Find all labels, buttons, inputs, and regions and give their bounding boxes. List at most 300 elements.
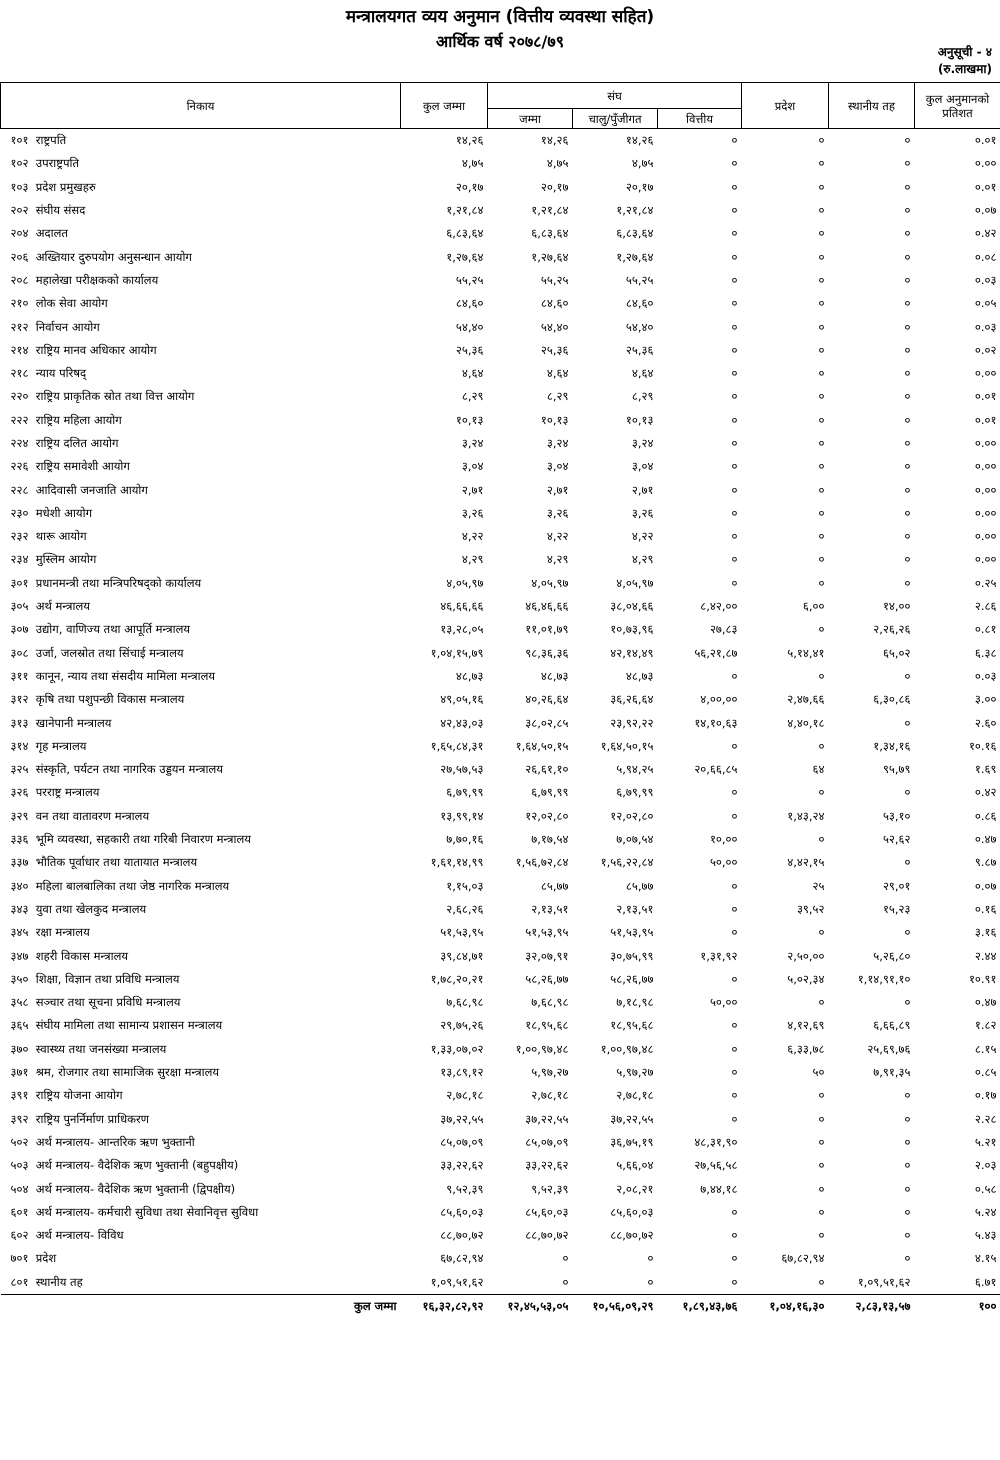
value-cell: २५,३६ — [455, 342, 484, 357]
value-cell: ४,६४ — [631, 366, 654, 381]
value-cell: ० — [904, 366, 911, 381]
body-code: ५०४ — [10, 1181, 29, 1196]
body-cell — [1, 805, 401, 828]
value-cell: ३,२४ — [461, 436, 484, 450]
body-cell — [1, 292, 401, 315]
value-cell: ०.०१ — [974, 389, 997, 404]
body-code: २०६ — [10, 249, 29, 264]
value-cell: ४,००,०० — [700, 692, 738, 707]
value-cell: ६,८३,६४ — [616, 226, 654, 241]
total-cell: १६,३२,८२,९२ — [422, 1299, 484, 1314]
value-cell: १,६४,५०,१५ — [515, 738, 569, 753]
value-cell: १०.१६ — [968, 738, 997, 753]
value-cell: ० — [818, 668, 825, 683]
table-row — [1, 665, 1000, 688]
body-code: १०१ — [10, 133, 29, 148]
body-name: संस्कृति, पर्यटन तथा नागरिक उड्डयन मन्त्रालय — [35, 762, 223, 777]
value-cell: ०.०० — [974, 459, 997, 474]
body-name: श्रम, रोजगार तथा सामाजिक सुरक्षा मन्त्रालय — [35, 1065, 220, 1080]
value-cell: ५८,२६,७७ — [525, 971, 569, 986]
value-cell: ५५,२५ — [625, 272, 654, 287]
value-cell: २९,०१ — [882, 878, 911, 893]
value-cell: ० — [731, 529, 738, 544]
value-cell: ५,९७,२७ — [531, 1065, 569, 1080]
body-name: महिला बालबालिका तथा जेष्ठ नागरिक मन्त्रालय — [35, 878, 230, 893]
value-cell: ४६,६६,६६ — [440, 599, 484, 614]
value-cell: २५,६९,७६ — [867, 1041, 911, 1056]
value-cell: ४,७५ — [631, 156, 654, 171]
value-cell: १,०४,१५,७९ — [430, 645, 484, 660]
value-cell: ३,२६ — [546, 505, 569, 520]
value-cell: १४,०० — [882, 599, 911, 614]
table-row — [1, 828, 1000, 851]
body-name: मुस्लिम आयोग — [35, 552, 97, 567]
table-row — [1, 199, 1000, 222]
value-cell: ० — [818, 203, 825, 218]
value-cell: ० — [818, 436, 825, 450]
body-name: कानून, न्याय तथा संसदीय मामिला मन्त्रालय — [35, 668, 216, 683]
body-cell — [1, 711, 401, 734]
value-cell: १,३१,९२ — [700, 948, 738, 963]
value-cell: ०.८१ — [974, 622, 997, 637]
value-cell: ३३,२२,६२ — [440, 1158, 484, 1173]
value-cell: ६,७९,९९ — [446, 785, 484, 800]
body-code: ३१३ — [10, 715, 29, 730]
value-cell: ० — [904, 575, 911, 590]
body-cell — [1, 1201, 401, 1224]
value-cell: ८५,०७,०९ — [440, 1134, 484, 1149]
value-cell: ० — [731, 319, 738, 334]
value-cell: ६.७१ — [915, 1271, 1000, 1295]
value-cell: ३८,०४,६६ — [610, 599, 654, 614]
value-cell: ० — [731, 436, 738, 450]
value-cell: ८४,६० — [625, 296, 654, 311]
value-cell: ० — [818, 412, 825, 427]
body-cell — [1, 1224, 401, 1247]
value-cell: ० — [818, 622, 825, 637]
value-cell: २,१३,५१ — [531, 901, 569, 916]
value-cell: ६,३३,७८ — [787, 1041, 825, 1056]
body-code: २०४ — [10, 226, 29, 241]
table-row — [1, 595, 1000, 618]
value-cell: ४,०५,९७ — [446, 575, 484, 590]
value-cell: ३२,०७,९१ — [525, 948, 569, 963]
table-row — [1, 362, 1000, 385]
value-cell: ० — [904, 1204, 911, 1219]
value-cell: ० — [818, 785, 825, 800]
col-recurrent-capital: चालु/पुँजीगत — [573, 109, 658, 129]
value-cell: ४,०५,९७ — [616, 575, 654, 590]
value-cell: २५,३६ — [625, 342, 654, 357]
body-cell — [1, 1247, 401, 1270]
body-cell — [1, 991, 401, 1014]
body-cell — [1, 898, 401, 921]
total-cell: २,८३,१३,५७ — [855, 1299, 911, 1314]
body-code: २३२ — [10, 529, 29, 544]
value-cell: ७,१७,५४ — [531, 832, 569, 847]
value-cell: १,७८,२०,२१ — [430, 971, 484, 986]
value-cell: ०.०० — [974, 482, 997, 497]
value-cell: ० — [818, 575, 825, 590]
table-row — [1, 781, 1000, 804]
body-cell — [1, 152, 401, 175]
body-cell — [1, 129, 401, 153]
body-cell — [1, 245, 401, 268]
body-code: २३४ — [10, 552, 29, 567]
value-cell: ९,५२,३९ — [446, 1181, 484, 1196]
value-cell: ३.१६ — [974, 925, 997, 940]
value-cell: ८.१५ — [974, 1041, 997, 1056]
value-cell: ४८,७३ — [540, 668, 569, 683]
value-cell: ० — [573, 1271, 658, 1295]
value-cell: ०.०७ — [974, 878, 997, 893]
value-cell: १३,९९,१४ — [440, 808, 484, 823]
body-code: ६०२ — [10, 1228, 29, 1243]
value-cell: ० — [818, 1088, 825, 1103]
body-code: ३६५ — [10, 1018, 29, 1033]
body-name: उपराष्ट्रपति — [35, 156, 80, 171]
value-cell: ० — [818, 459, 825, 474]
col-local: स्थानीय तह — [829, 83, 915, 129]
total-cell: १,०४,१६,३० — [769, 1299, 825, 1314]
value-cell: ० — [731, 389, 738, 404]
body-cell — [1, 828, 401, 851]
value-cell: ० — [818, 925, 825, 940]
value-cell: ५,०२,३४ — [787, 971, 825, 986]
body-cell — [1, 455, 401, 478]
value-cell: ३९,५२ — [796, 901, 825, 916]
body-name: स्वास्थ्य तथा जनसंख्या मन्त्रालय — [35, 1041, 167, 1056]
table-row — [1, 875, 1000, 898]
value-cell: ०.०० — [974, 529, 997, 544]
table-row — [1, 1107, 1000, 1130]
value-cell: ११,०१,७९ — [525, 622, 569, 637]
value-cell: २६,६१,१० — [525, 762, 569, 777]
table-row — [1, 292, 1000, 315]
body-name: राष्ट्रिय दलित आयोग — [35, 436, 119, 450]
value-cell: ७,७०,१६ — [446, 832, 484, 847]
totals-row — [1, 1294, 1000, 1319]
body-code: ३०५ — [10, 599, 29, 614]
value-cell: २०,१७ — [625, 179, 654, 194]
body-name: अख्तियार दुरुपयोग अनुसन्धान आयोग — [35, 249, 192, 264]
value-cell: ५२,६२ — [882, 832, 911, 847]
value-cell: ०.१७ — [974, 1088, 997, 1103]
value-cell: १०.९१ — [968, 971, 997, 986]
value-cell: १,५६,२२,८४ — [600, 855, 654, 870]
value-cell: ० — [904, 482, 911, 497]
value-cell: ० — [818, 1158, 825, 1173]
body-name: अर्थ मन्त्रालय- विविध — [35, 1228, 124, 1243]
value-cell: ०.१६ — [974, 901, 997, 916]
value-cell: ० — [904, 925, 911, 940]
value-cell: ८,२९ — [546, 389, 569, 404]
value-cell: ५३,१० — [882, 808, 911, 823]
value-cell: ६,७९,९९ — [531, 785, 569, 800]
value-cell: ४,२९ — [461, 552, 484, 567]
value-cell: ०.०० — [974, 156, 997, 171]
value-cell: ५.४३ — [974, 1228, 997, 1243]
value-cell: १०,१३ — [540, 412, 569, 427]
value-cell: ० — [904, 552, 911, 567]
body-code: २२४ — [10, 436, 29, 450]
table-row — [1, 385, 1000, 408]
value-cell: ५१,५३,९५ — [440, 925, 484, 940]
value-cell: १४,१०,६३ — [694, 715, 738, 730]
table-row — [1, 222, 1000, 245]
value-cell: ० — [562, 1251, 569, 1266]
body-name: राष्ट्रिय योजना आयोग — [35, 1088, 123, 1103]
value-cell: ० — [818, 1228, 825, 1243]
body-cell — [1, 1271, 401, 1295]
value-cell: ० — [904, 1251, 911, 1266]
table-row — [1, 968, 1000, 991]
body-code: ३५० — [10, 971, 29, 986]
body-name: निर्वाचन आयोग — [35, 319, 100, 334]
body-cell — [1, 176, 401, 199]
value-cell: ० — [818, 156, 825, 171]
value-cell: ३७,२२,५५ — [440, 1111, 484, 1126]
value-cell: ० — [818, 552, 825, 567]
body-cell — [1, 781, 401, 804]
value-cell: ० — [904, 668, 911, 683]
value-cell: ० — [731, 179, 738, 194]
value-cell: ० — [904, 179, 911, 194]
value-cell: ५४,४० — [455, 319, 484, 334]
body-cell — [1, 618, 401, 641]
body-name: स्थानीय तह — [35, 1274, 83, 1289]
table-row — [1, 1154, 1000, 1177]
value-cell: ३९,८४,७१ — [440, 948, 484, 963]
value-cell: ० — [818, 832, 825, 847]
body-name: प्रदेश — [35, 1251, 57, 1266]
value-cell: ० — [731, 1251, 738, 1266]
body-name: भौतिक पूर्वाधार तथा यातायात मन्त्रालय — [35, 855, 198, 870]
value-cell: ५.२४ — [974, 1204, 997, 1219]
value-cell: ० — [904, 785, 911, 800]
body-name: थारू आयोग — [35, 529, 87, 544]
value-cell: ० — [731, 249, 738, 264]
table-row — [1, 409, 1000, 432]
body-cell — [1, 851, 401, 874]
value-cell: १८,९५,६८ — [610, 1018, 654, 1033]
value-cell: ० — [647, 1251, 654, 1266]
value-cell: ४,२२ — [631, 529, 654, 544]
value-cell: ३६,२६,६४ — [610, 692, 654, 707]
value-cell: ० — [731, 668, 738, 683]
table-row — [1, 455, 1000, 478]
body-name: संघीय मामिला तथा सामान्य प्रशासन मन्त्रालय — [35, 1018, 223, 1033]
body-code: ३४३ — [10, 901, 29, 916]
value-cell: ०.४२ — [974, 785, 997, 800]
table-row — [1, 991, 1000, 1014]
table-row — [1, 176, 1000, 199]
value-cell: २,७१ — [631, 482, 654, 497]
value-cell: ७,६८,९८ — [531, 995, 569, 1010]
value-cell: ३,२६ — [461, 505, 484, 520]
value-cell: ४८,३१,९० — [694, 1134, 738, 1149]
value-cell: ४,७५ — [546, 156, 569, 171]
value-cell: ०.८५ — [974, 1065, 997, 1080]
value-cell: ० — [731, 226, 738, 241]
body-code: २१४ — [10, 342, 29, 357]
value-cell: ० — [818, 296, 825, 311]
value-cell: ० — [904, 715, 911, 730]
value-cell: २९,७५,२६ — [440, 1018, 484, 1033]
value-cell: ० — [904, 1181, 911, 1196]
body-code: ३३६ — [10, 832, 29, 847]
value-cell: ६,८३,६४ — [531, 226, 569, 241]
value-cell: ६४ — [812, 762, 825, 777]
body-code: ३५८ — [10, 995, 29, 1010]
body-name: परराष्ट्र मन्त्रालय — [35, 785, 100, 800]
body-cell — [1, 735, 401, 758]
value-cell: ५० — [812, 1065, 825, 1080]
value-cell: ५८,२६,७७ — [610, 971, 654, 986]
value-cell: ७,४४,१८ — [700, 1181, 738, 1196]
value-cell: ४९,०५,१६ — [440, 692, 484, 707]
value-cell: १५,२३ — [882, 901, 911, 916]
body-code: ३७१ — [10, 1065, 29, 1080]
value-cell: ० — [731, 1018, 738, 1033]
value-cell: ० — [904, 203, 911, 218]
value-cell: ० — [904, 133, 911, 148]
value-cell: २,७८,१८ — [616, 1088, 654, 1103]
table-row — [1, 944, 1000, 967]
value-cell: ० — [731, 272, 738, 287]
value-cell: ०.०३ — [974, 272, 997, 287]
table-footer — [1, 1294, 1000, 1319]
value-cell: ० — [904, 319, 911, 334]
value-cell: १,१५,०३ — [446, 878, 484, 893]
body-code: २२८ — [10, 482, 29, 497]
value-cell: ४,२९ — [546, 552, 569, 567]
body-code: ५०२ — [10, 1134, 29, 1149]
value-cell: ० — [731, 738, 738, 753]
table-row — [1, 269, 1000, 292]
body-cell — [1, 595, 401, 618]
value-cell: ० — [818, 226, 825, 241]
body-name: महालेखा परीक्षकको कार्यालय — [35, 272, 159, 287]
value-cell: २७,८३ — [709, 622, 738, 637]
value-cell: १,२७,६४ — [616, 249, 654, 264]
value-cell: ० — [818, 319, 825, 334]
total-cell: १,८९,४३,७६ — [682, 1299, 738, 1314]
value-cell: ८५,६०,०३ — [610, 1204, 654, 1219]
table-row — [1, 1177, 1000, 1200]
body-code: ३९२ — [10, 1111, 29, 1126]
body-code: २१२ — [10, 319, 29, 334]
body-cell — [1, 269, 401, 292]
value-cell: ६,८३,६४ — [446, 226, 484, 241]
total-cell: १०,५६,०९,२९ — [592, 1299, 654, 1314]
value-cell: ० — [731, 808, 738, 823]
value-cell: ६,०० — [802, 599, 825, 614]
table-row — [1, 152, 1000, 175]
value-cell: ०.५८ — [974, 1181, 997, 1196]
value-cell: ०.४७ — [974, 832, 997, 847]
value-cell: १,२७,६४ — [531, 249, 569, 264]
body-cell — [1, 222, 401, 245]
value-cell: ० — [818, 482, 825, 497]
value-cell: ० — [904, 1158, 911, 1173]
value-cell: २,०८,२१ — [616, 1181, 654, 1196]
value-cell: १,२१,८४ — [446, 203, 484, 218]
table-row — [1, 711, 1000, 734]
value-cell: ० — [731, 133, 738, 148]
table-row — [1, 572, 1000, 595]
body-code: १०३ — [10, 179, 29, 194]
value-cell: ० — [818, 529, 825, 544]
value-cell: ५०,०० — [709, 855, 738, 870]
value-cell: ६,७९,९९ — [616, 785, 654, 800]
table-row — [1, 921, 1000, 944]
value-cell: ० — [731, 878, 738, 893]
value-cell: ० — [731, 342, 738, 357]
body-cell — [1, 315, 401, 338]
value-cell: ० — [904, 1088, 911, 1103]
value-cell: ४२,१४,४९ — [610, 645, 654, 660]
value-cell: ६.३८ — [974, 645, 997, 660]
value-cell: २,७१ — [461, 482, 484, 497]
value-cell: ०.०१ — [974, 179, 997, 194]
body-cell — [1, 1177, 401, 1200]
value-cell: १,६१,१४,९९ — [430, 855, 484, 870]
body-name: अदालत — [35, 226, 68, 241]
value-cell: ६,६६,८९ — [873, 1018, 911, 1033]
table-row — [1, 478, 1000, 501]
value-cell: ० — [731, 366, 738, 381]
body-name: शहरी विकास मन्त्रालय — [35, 948, 129, 963]
value-cell: ० — [731, 412, 738, 427]
value-cell: ० — [904, 226, 911, 241]
body-cell — [1, 642, 401, 665]
report-title: मन्त्रालयगत व्यय अनुमान (वित्तीय व्यवस्था सहित) — [345, 7, 655, 27]
value-cell: २०,१७ — [540, 179, 569, 194]
body-code: २२६ — [10, 459, 29, 474]
value-cell: १,६५,८४,३१ — [430, 738, 484, 753]
body-name: संघीय संसद — [35, 203, 86, 218]
body-name: उर्जा, जलस्रोत तथा सिंचाई मन्त्रालय — [35, 645, 184, 660]
schedule-number: अनुसूची - ४ — [937, 45, 992, 59]
value-cell: ० — [818, 249, 825, 264]
body-cell — [1, 502, 401, 525]
body-cell — [1, 1131, 401, 1154]
value-cell: २,१३,५१ — [616, 901, 654, 916]
body-cell — [1, 665, 401, 688]
value-cell: ० — [731, 575, 738, 590]
value-cell: २७,५६,५८ — [694, 1158, 738, 1173]
body-name: उद्योग, वाणिज्य तथा आपूर्ति मन्त्रालय — [35, 622, 191, 637]
body-name: प्रधानमन्त्री तथा मन्त्रिपरिषद्को कार्यालय — [35, 575, 202, 590]
value-cell: २,७८,१८ — [531, 1088, 569, 1103]
body-code: ३४५ — [10, 925, 29, 940]
body-cell — [1, 362, 401, 385]
value-cell: ९.८७ — [974, 855, 997, 870]
value-cell: ४०,२६,६४ — [525, 692, 569, 707]
value-cell: १,००,९७,४८ — [515, 1041, 569, 1056]
table-row — [1, 315, 1000, 338]
value-cell: ८५,६०,०३ — [525, 1204, 569, 1219]
table-row — [1, 245, 1000, 268]
value-cell: ३,२४ — [546, 436, 569, 450]
body-name: वन तथा वातावरण मन्त्रालय — [35, 808, 150, 823]
value-cell: ०.०० — [974, 366, 997, 381]
value-cell: ३,२६ — [631, 505, 654, 520]
body-name: प्रदेश प्रमुखहरु — [35, 179, 96, 194]
value-cell: ५६,२१,८७ — [694, 645, 738, 660]
table-row — [1, 1271, 1000, 1295]
